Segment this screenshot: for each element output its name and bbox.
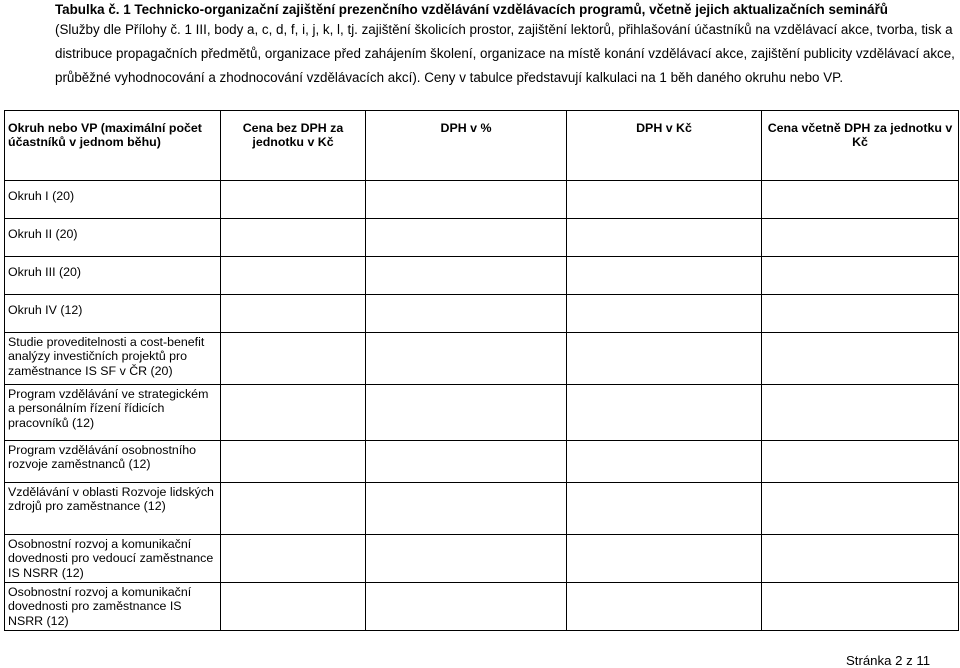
row-label: Okruh II (20) bbox=[5, 219, 221, 257]
row-label: Osobnostní rozvoj a komunikační dovednosti pro zaměstnance IS NSRR (12) bbox=[5, 583, 221, 631]
header-price-with-vat: Cena včetně DPH za jednotku v Kč bbox=[762, 111, 959, 181]
price-cell bbox=[221, 181, 366, 219]
vat-percent-cell bbox=[366, 181, 567, 219]
total-price-cell bbox=[762, 385, 959, 441]
row-label: Program vzdělávání osobnostního rozvoje zaměstnanců (12) bbox=[5, 441, 221, 483]
header-vat-amount: DPH v Kč bbox=[567, 111, 762, 181]
header-row bbox=[5, 111, 959, 181]
vat-amount-cell bbox=[567, 257, 762, 295]
vat-amount-cell bbox=[567, 535, 762, 583]
vat-amount-cell bbox=[567, 181, 762, 219]
total-price-cell bbox=[762, 219, 959, 257]
vat-amount-cell bbox=[567, 441, 762, 483]
vat-percent-cell bbox=[366, 483, 567, 535]
price-cell bbox=[221, 257, 366, 295]
table-row bbox=[5, 441, 959, 483]
vat-amount-cell bbox=[567, 333, 762, 385]
price-cell bbox=[221, 219, 366, 257]
table-row bbox=[5, 257, 959, 295]
total-price-cell bbox=[762, 181, 959, 219]
intro-paragraph: (Služby dle Přílohy č. 1 III, body a, c, d, f, i, j, k, l, tj. zajištění školicích prostor, zajištění lektorů, přihlašování účastníků na vzdělávací akce, tvorba, tisk a distribuce propagačních předmětů, organizace před zahájením školení, organizace na místě konání vzdělávací akce, zajištění publicity vzdělávací akce, průběžné vyhodnocování a zhodnocování vzdělávacích akcí). Ceny v tabulce představují kalkulaci na 1 běh daného okruhu nebo VP. bbox=[55, 22, 955, 85]
vat-amount-cell bbox=[567, 385, 762, 441]
table-row bbox=[5, 583, 959, 631]
vat-amount-cell bbox=[567, 583, 762, 631]
vat-percent-cell bbox=[366, 385, 567, 441]
total-price-cell bbox=[762, 483, 959, 535]
total-price-cell bbox=[762, 441, 959, 483]
price-cell bbox=[221, 333, 366, 385]
vat-amount-cell bbox=[567, 483, 762, 535]
table-row bbox=[5, 483, 959, 535]
vat-percent-cell bbox=[366, 333, 567, 385]
table-row bbox=[5, 333, 959, 385]
table-row bbox=[5, 181, 959, 219]
table-row bbox=[5, 295, 959, 333]
vat-percent-cell bbox=[366, 583, 567, 631]
price-cell bbox=[221, 441, 366, 483]
total-price-cell bbox=[762, 333, 959, 385]
table-row bbox=[5, 385, 959, 441]
vat-percent-cell bbox=[366, 295, 567, 333]
vat-amount-cell bbox=[567, 219, 762, 257]
vat-percent-cell bbox=[366, 535, 567, 583]
price-cell bbox=[221, 483, 366, 535]
price-table bbox=[4, 110, 959, 631]
row-label: Studie proveditelnosti a cost-benefit analýzy investičních projektů pro zaměstnance IS SF v ČR (20) bbox=[5, 333, 221, 385]
vat-amount-cell bbox=[567, 295, 762, 333]
header-vat-percent: DPH v % bbox=[366, 111, 567, 181]
row-label: Okruh IV (12) bbox=[5, 295, 221, 333]
price-cell bbox=[221, 385, 366, 441]
table-caption: Tabulka č. 1 Technicko-organizační zajištění prezenčního vzdělávání vzdělávacích programů, včetně jejich aktualizačních seminářů bbox=[55, 2, 888, 17]
table-row bbox=[5, 219, 959, 257]
row-label: Osobnostní rozvoj a komunikační dovednosti pro vedoucí zaměstnance IS NSRR (12) bbox=[5, 535, 221, 583]
vat-percent-cell bbox=[366, 441, 567, 483]
row-label: Okruh I (20) bbox=[5, 181, 221, 219]
vat-percent-cell bbox=[366, 257, 567, 295]
table-row bbox=[5, 535, 959, 583]
total-price-cell bbox=[762, 257, 959, 295]
total-price-cell bbox=[762, 535, 959, 583]
price-cell bbox=[221, 583, 366, 631]
vat-percent-cell bbox=[366, 219, 567, 257]
header-okruh: Okruh nebo VP (maximální počet účastníků v jednom běhu) bbox=[5, 111, 221, 181]
price-cell bbox=[221, 535, 366, 583]
row-label: Program vzdělávání ve strategickém a personálním řízení řídicích pracovníků (12) bbox=[5, 385, 221, 441]
total-price-cell bbox=[762, 583, 959, 631]
header-price-without-vat: Cena bez DPH za jednotku v Kč bbox=[221, 111, 366, 181]
row-label: Okruh III (20) bbox=[5, 257, 221, 295]
row-label: Vzdělávání v oblasti Rozvoje lidských zdrojů pro zaměstnance (12) bbox=[5, 483, 221, 535]
page-number: Stránka 2 z 11 bbox=[846, 653, 931, 668]
total-price-cell bbox=[762, 295, 959, 333]
price-cell bbox=[221, 295, 366, 333]
